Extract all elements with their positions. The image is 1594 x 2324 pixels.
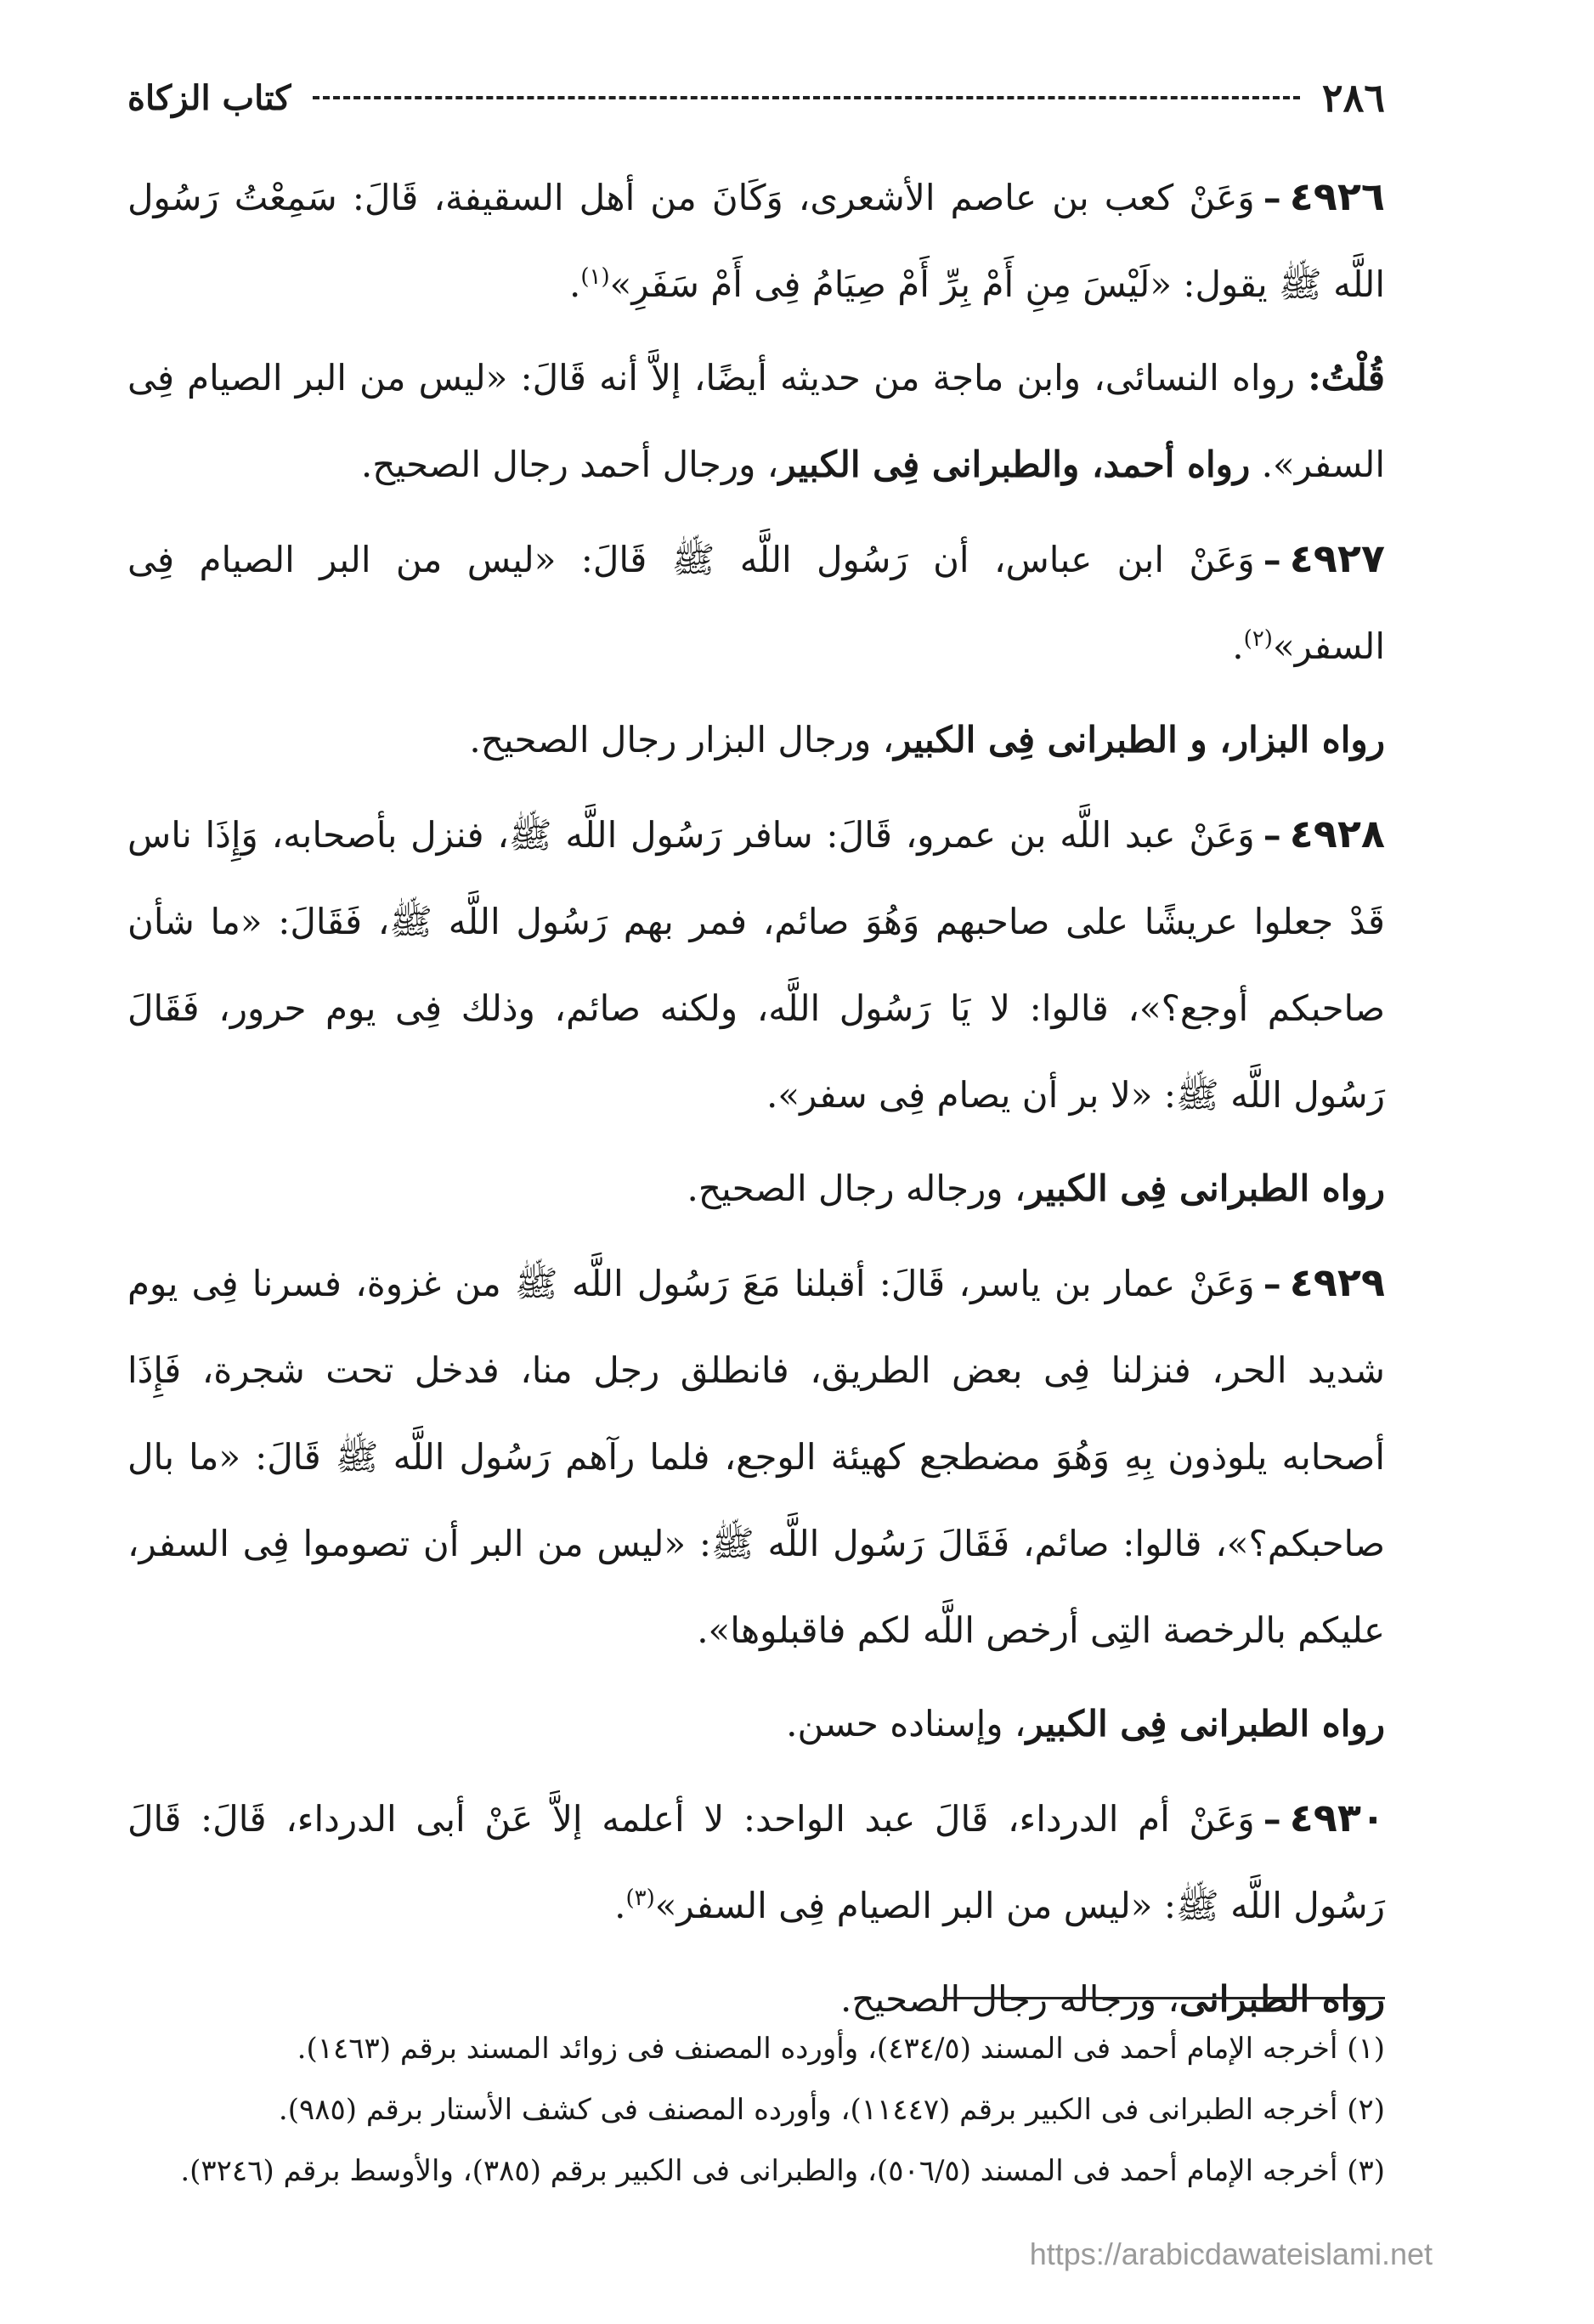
hadith-dash: – — [1263, 814, 1281, 856]
narration-source: رواه البزار، و الطبرانى فِى الكبير — [894, 719, 1385, 761]
footnote-1: (١) أخرجه الإمام أحمد فى المسند (٤٣٤/٥)، وأورده المصنف فى زوائد المسند برقم (١٤٦٣). — [297, 2032, 1385, 2066]
narration-grade: ، ورجاله رجال الصحيح. — [840, 1978, 1179, 2020]
narration-4928 — [127, 1145, 1385, 1232]
hadith-4928 — [127, 790, 1385, 1139]
narration-grade: ، ورجال أحمد رجال الصحيح. — [360, 444, 779, 485]
narration-source: رواه أحمد، والطبرانى فِى الكبير — [778, 444, 1251, 485]
book-title: كتاب الزكاة — [127, 77, 291, 118]
hadith-4927 — [127, 515, 1385, 690]
hadith-text: وَعَنْ عبد اللَّه بن عمرو، قَالَ: سافر رَسُول اللَّه ﷺ، فنزل بأصحابه، وَإِذَا ناس قَدْ جعلوا عريشًا على صاحبهم وَهُوَ صائم، فمر بهم رَسُول اللَّه ﷺ، فَقَالَ: «ما شأن صاحبكم أوجع؟»، قالوا: لا يَا رَسُول اللَّه، ولكنه صائم، وذلك فِى يوم حرور، فَقَالَ رَسُول اللَّه ﷺ: «لا بر أن يصام فِى سفر». — [127, 814, 1385, 1116]
footnote-mark: (١) — [580, 264, 610, 290]
hadith-4930 — [127, 1774, 1385, 1949]
narration-grade: ، ورجاله رجال الصحيح. — [687, 1168, 1026, 1209]
narration-grade: ، ورجال البزار رجال الصحيح. — [469, 719, 895, 761]
narration-grade: ، وإسناده حسن. — [786, 1703, 1026, 1744]
hadith-text: وَعَنْ كعب بن عاصم الأشعرى، وَكَانَ من أهل السقيفة، قَالَ: سَمِعْتُ رَسُول اللَّه ﷺ يقول: «لَيْسَ مِنِ أَمْ بِرِّ أَمْ صِيَامُ فِى أَمْ سَفَرِ» — [127, 177, 1385, 305]
narration-source: رواه الطبرانى فِى الكبير — [1026, 1703, 1385, 1744]
hadith-text: وَعَنْ عمار بن ياسر، قَالَ: أقبلنا مَعَ رَسُول اللَّه ﷺ من غزوة، فسرنا فِى يوم شديد الحر، فنزلنا فِى بعض الطريق، فانطلق رجل منا، فدخل تحت شجرة، فَإِذَا أصحابه يلوذون بِهِ وَهُوَ مضطجع كهيئة الوجع، فلما رآهم رَسُول اللَّه ﷺ قَالَ: «ما بال صاحبكم؟»، قالوا: صائم، فَقَالَ رَسُول اللَّه ﷺ: «ليس من البر أن تصوموا فِى السفر، عليكم بالرخصة التِى أرخص اللَّه لكم فاقبلوها». — [127, 1263, 1385, 1651]
footnote-rule — [943, 1997, 1385, 1999]
main-text — [127, 153, 1385, 2050]
hadith-number: ٤٩٣٠ — [1289, 1795, 1385, 1841]
header-rule — [313, 96, 1299, 99]
hadith-4926 — [127, 153, 1385, 328]
narration-4927 — [127, 697, 1385, 783]
watermark-url: https://arabicdawateislami.net — [1029, 2236, 1433, 2271]
hadith-number: ٤٩٢٧ — [1289, 535, 1385, 581]
commentary-text: رواه النسائى، وابن ماجة من حديثه أيضًا، إلاَّ أنه قَالَ: «ليس من البر الصيام فِى السفر». — [127, 357, 1385, 485]
hadith-number: ٤٩٢٩ — [1289, 1259, 1385, 1305]
hadith-text: وَعَنْ أم الدرداء، قَالَ عبد الواحد: لا أعلمه إلاَّ عَنْ أبى الدرداء، قَالَ: قَالَ رَسُول اللَّه ﷺ: «ليس من البر الصيام فِى السفر» — [127, 1798, 1385, 1926]
hadith-4929 — [127, 1239, 1385, 1674]
footnote-2: (٢) أخرجه الطبرانى فى الكبير برقم (١١٤٤٧)، وأورده المصنف فى كشف الأستار برقم (٩٨٥). — [278, 2093, 1385, 2127]
narration-source: رواه الطبرانى فِى الكبير — [1026, 1168, 1385, 1209]
footnote-3: (٣) أخرجه الإمام أحمد فى المسند (٥٠٦/٥)، والطبرانى فى الكبير برقم (٣٨٥)، والأوسط برقم (٣٢٤٦). — [180, 2154, 1385, 2188]
hadith-dash: – — [1263, 1263, 1281, 1304]
hadith-end: . — [568, 263, 581, 305]
book-page — [127, 68, 1385, 2277]
hadith-text: وَعَنْ ابن عباس، أن رَسُول اللَّه ﷺ قَالَ: «ليس من البر الصيام فِى السفر» — [127, 539, 1385, 667]
hadith-dash: – — [1263, 539, 1281, 580]
footnotes — [127, 1997, 1385, 2202]
page-header — [127, 68, 1385, 127]
hadith-number: ٤٩٢٦ — [1289, 173, 1385, 219]
narration-source: رواه الطبرانى — [1179, 1978, 1385, 2020]
hadith-end: . — [1232, 625, 1244, 667]
page-number: ٢٨٦ — [1321, 75, 1385, 121]
footnote-mark: (٣) — [625, 1886, 655, 1911]
hadith-end: . — [614, 1885, 626, 1926]
commentary-qultu — [127, 335, 1385, 508]
hadith-dash: – — [1263, 1798, 1281, 1840]
footnote-mark: (٢) — [1243, 626, 1273, 652]
narration-4929 — [127, 1681, 1385, 1767]
qultu-label: قُلْتُ: — [1308, 357, 1385, 399]
hadith-number: ٤٩٢٨ — [1289, 811, 1385, 857]
hadith-dash: – — [1263, 177, 1281, 218]
